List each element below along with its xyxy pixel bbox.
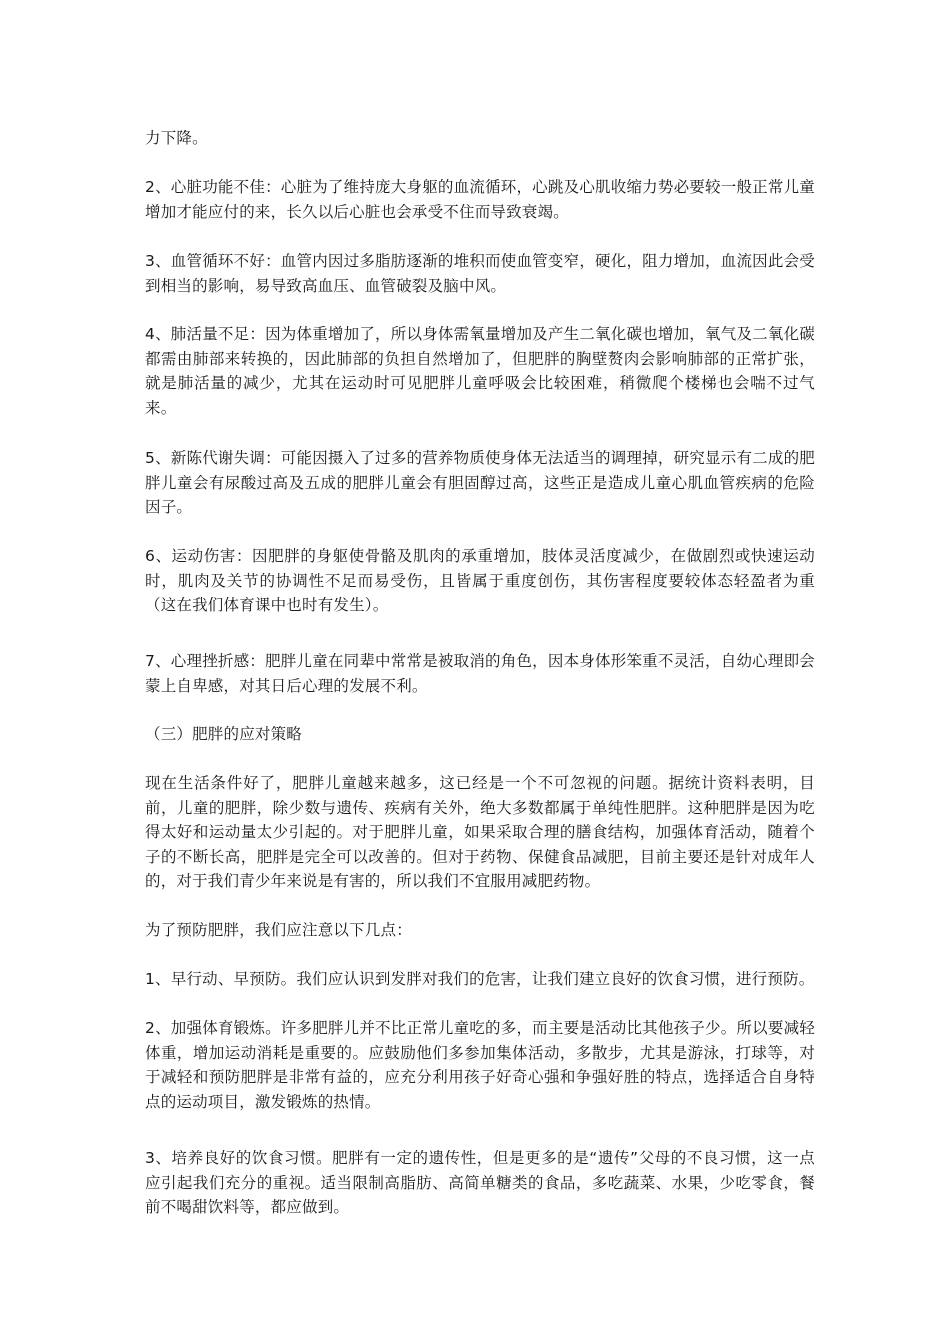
paragraph-early-action: 1、早行动、早预防。我们应认识到发胖对我们的危害，让我们建立良好的饮食习惯，进行预防。 (145, 970, 815, 988)
paragraph-metabolism: 5、新陈代谢失调：可能因摄入了过多的营养物质使身体无法适当的调理掉，研究显示有二成的肥胖儿童会有尿酸过高及五成的肥胖儿童会有胆固醇过高，这些正是造成儿童心肌血管疾病的危险因子。 (145, 449, 815, 516)
paragraph-sports-injury: 6、运动伤害：因肥胖的身躯使骨骼及肌肉的承重增加，肢体灵活度减少，在做剧烈或快速运动时，肌肉及关节的协调性不足而易受伤，且皆属于重度创伤，其伤害程度要较体态轻盈者为重（这在我们体育课中也时有发生）。 (145, 547, 815, 614)
paragraph-continuation: 力下降。 (145, 129, 208, 147)
paragraph-blood-circulation: 3、血管循环不好：血管内因过多脂肪逐渐的堆积而使血管变窄，硬化，阻力增加，血流因此会受到相当的影响，易导致高血压、血管破裂及脑中风。 (145, 252, 815, 295)
paragraph-exercise: 2、加强体育锻炼。许多肥胖儿并不比正常儿童吃的多，而主要是活动比其他孩子少。所以要减轻体重，增加运动消耗是重要的。应鼓励他们多参加集体活动，多散步，尤其是游泳，打球等，对于减轻和预防肥胖是非常有益的，应充分利用孩子好奇心强和争强好胜的特点，选择适合自身特点的运动项目，激发锻炼的热情。 (145, 1019, 815, 1111)
paragraph-prevention-intro: 为了预防肥胖，我们应注意以下几点： (145, 921, 412, 939)
paragraph-strategies-intro: 现在生活条件好了，肥胖儿童越来越多，这已经是一个不可忽视的问题。据统计资料表明，目前，儿童的肥胖，除少数与遗传、疾病有关外，绝大多数都属于单纯性肥胖。这种肥胖是因为吃得太好和运动量太少引起的。对于肥胖儿童，如果采取合理的膳食结构，加强体育活动，随着个子的不断长高，肥胖是完全可以改善的。但对于药物、保健食品减肥，目前主要还是针对成年人的，对于我们青少年来说是有害的，所以我们不宜服用减肥药物。 (145, 774, 815, 890)
paragraph-psychological: 7、心理挫折感：肥胖儿童在同辈中常常是被取消的角色，因本身体形笨重不灵活，自幼心理即会蒙上自卑感，对其日后心理的发展不利。 (145, 652, 815, 695)
section-heading-strategies: （三）肥胖的应对策略 (145, 725, 303, 743)
paragraph-heart-function: 2、心脏功能不佳：心脏为了维持庞大身躯的血流循环，心跳及心肌收缩力势必要较一般正常儿童增加才能应付的来，长久以后心脏也会承受不住而导致衰竭。 (145, 178, 815, 221)
paragraph-eating-habits: 3、培养良好的饮食习惯。肥胖有一定的遗传性，但是更多的是“遗传”父母的不良习惯，这一点应引起我们充分的重视。适当限制高脂肪、高简单糖类的食品，多吃蔬菜、水果，少吃零食，餐前不喝甜饮料等，都应做到。 (145, 1149, 815, 1216)
paragraph-lung-capacity: 4、肺活量不足：因为体重增加了，所以身体需氧量增加及产生二氧化碳也增加，氧气及二氧化碳都需由肺部来转换的，因此肺部的负担自然增加了，但肥胖的胸壁赘肉会影响肺部的正常扩张，就是肺活量的减少，尤其在运动时可见肥胖儿童呼吸会比较困难，稍微爬个楼梯也会喘不过气来。 (145, 325, 815, 417)
